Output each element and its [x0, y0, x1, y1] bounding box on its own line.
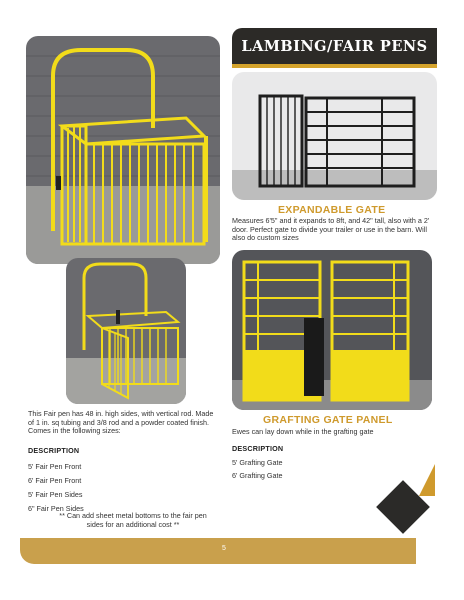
grafting-gate-photo: [232, 250, 432, 410]
fair-pen-description: This Fair pen has 48 in. high sides, with vertical rod. Made of 1 in. sq tubing and 3/8 rod and a powder coated finish. Comes in the following sizes:: [28, 409, 214, 436]
expandable-gate-photo: [232, 72, 437, 200]
expandable-gate-description: Measures 6'5" and it expands to 8ft, and 42" tall, also with a 2' door. Perfect gate to divide your trailer or use in the barn. Will also do custom sizes: [232, 216, 430, 243]
grafting-gate-description: Ewes can lay down while in the grafting gate: [232, 427, 374, 436]
grafting-gate-item: 5' Grafting Gate: [232, 458, 283, 467]
fair-pen-photo-large: [26, 36, 220, 264]
grafting-gate-item: 6' Grafting Gate: [232, 471, 283, 480]
fair-pen-size-item: 5' Fair Pen Sides: [28, 490, 83, 499]
grafting-gate-description-label: DESCRIPTION: [232, 444, 284, 453]
footer-bar: [20, 538, 416, 564]
grafting-gate-heading: GRAFTING GATE PANEL: [263, 414, 393, 426]
decorative-gold-triangle: [419, 464, 435, 496]
fair-pen-size-item: 6" Fair Pen Sides: [28, 504, 84, 513]
page-number: 5: [222, 545, 226, 552]
fair-pen-size-item: 6' Fair Pen Front: [28, 476, 82, 485]
fair-pen-size-item: 5' Fair Pen Front: [28, 462, 82, 471]
fair-pen-note: ** Can add sheet metal bottoms to the fair pen sides for an additional cost **: [59, 511, 207, 529]
banner-accent-bar: [232, 64, 437, 68]
page-title: LAMBING/FAIR PENS: [241, 37, 428, 55]
expandable-gate-heading: EXPANDABLE GATE: [278, 204, 386, 216]
page-title-banner: [232, 28, 437, 64]
fair-pen-photo-small: [66, 258, 186, 404]
fair-pen-description-label: DESCRIPTION: [28, 446, 80, 455]
